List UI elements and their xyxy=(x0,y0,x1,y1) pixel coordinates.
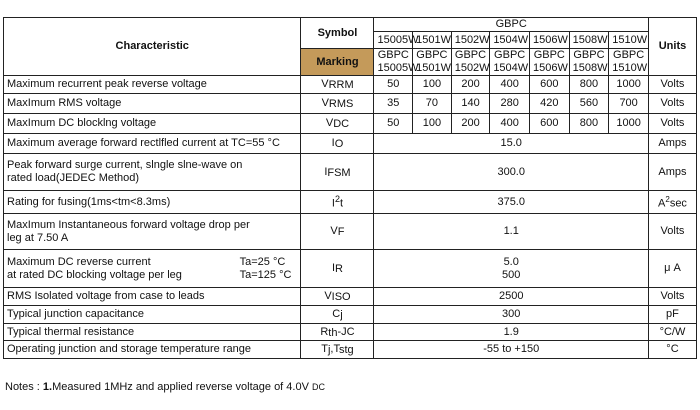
row-label: MaxImum RMS voltage xyxy=(4,94,301,114)
row-i2t xyxy=(4,191,697,214)
marking-1502w: GBPC 1502W xyxy=(451,49,490,76)
value-cell: 5.0 500 xyxy=(374,250,648,288)
value-cell: 2500 xyxy=(374,288,648,306)
unit-cell: Volts xyxy=(648,94,696,114)
value-cell: 420 xyxy=(529,94,569,114)
value-cell: 560 xyxy=(569,94,609,114)
symbol-vrrm: $V_{RRM}$ xyxy=(301,76,374,94)
symbol-ifsm: $I_{FSM}$ xyxy=(301,154,374,191)
unit-cell: Amps xyxy=(648,134,696,154)
row-vdc xyxy=(4,114,697,134)
unit-cell: μ A xyxy=(648,250,696,288)
unit-cell: Volts xyxy=(648,214,696,250)
row-label: RMS Isolated voltage from case to leads xyxy=(4,288,301,306)
unit-cell: $A^2\sec$ xyxy=(648,191,696,214)
symbol-io: $I_O$ xyxy=(301,134,374,154)
unit-cell: pF xyxy=(648,306,696,324)
value-cell: 100 xyxy=(413,114,452,134)
value-cell: 800 xyxy=(569,114,609,134)
value-cell: 70 xyxy=(413,94,452,114)
row-label: Typical thermal resistance xyxy=(4,324,301,341)
row-cj xyxy=(4,306,697,324)
row-rth xyxy=(4,324,697,341)
marking-15005w: GBPC 15005W xyxy=(374,49,413,76)
symbol-vf: $V_F$ xyxy=(301,214,374,250)
model-1502w: 1502W xyxy=(451,32,490,49)
unit-cell: °C/W xyxy=(648,324,696,341)
marking-1506w: GBPC 1506W xyxy=(529,49,569,76)
value-cell: 600 xyxy=(529,114,569,134)
row-label: MaxImum DC blocklng voltage xyxy=(4,114,301,134)
model-1508w: 1508W xyxy=(569,32,609,49)
notes-number: 1. xyxy=(42,381,53,393)
value-cell: 35 xyxy=(374,94,413,114)
model-1504w: 1504W xyxy=(490,32,530,49)
header-marking: Marking xyxy=(301,49,374,76)
row-label: Typical junction capacitance xyxy=(4,306,301,324)
row-ir xyxy=(4,250,697,288)
value-cell: 50 xyxy=(374,76,413,94)
row-vrrm xyxy=(4,76,697,94)
row-label: MaxImum Instantaneous forward voltage drop per leg at 7.50 A xyxy=(4,214,301,250)
header-gbpc: GBPC xyxy=(374,18,648,32)
marking-1510w: GBPC 1510W xyxy=(609,49,649,76)
unit-cell: Amps xyxy=(648,154,696,191)
value-cell: 800 xyxy=(569,76,609,94)
symbol-vrms: $V_{RMS}$ xyxy=(301,94,374,114)
notes-prefix: Notes : xyxy=(5,381,40,393)
spec-table xyxy=(3,17,697,359)
symbol-i2t: $I^2t$ xyxy=(301,191,374,214)
header-characteristic: Characteristic xyxy=(4,18,301,76)
row-vrms xyxy=(4,94,697,114)
value-cell: 15.0 xyxy=(374,134,648,154)
symbol-tj: $T_j,T_{stg}$ xyxy=(301,341,374,359)
value-cell: 1.9 xyxy=(374,324,648,341)
row-label: Maximum recurrent peak reverse voltage xyxy=(4,76,301,94)
unit-cell: Volts xyxy=(648,114,696,134)
marking-1508w: GBPC 1508W xyxy=(569,49,609,76)
unit-cell: Volts xyxy=(648,288,696,306)
symbol-rth: $R_{th}-JC$ xyxy=(301,324,374,341)
row-label: Rating for fusing(1ms<tm<8.3ms) xyxy=(4,191,301,214)
value-cell: 400 xyxy=(490,114,530,134)
ta-conditions: Ta=25 °C Ta=125 °C xyxy=(239,255,292,281)
notes xyxy=(5,381,325,393)
value-cell: 375.0 xyxy=(374,191,648,214)
value-cell: 1.1 xyxy=(374,214,648,250)
model-1506w: 1506W xyxy=(529,32,569,49)
row-ifsm xyxy=(4,154,697,191)
marking-1501w: GBPC 1501W xyxy=(413,49,452,76)
value-cell: 600 xyxy=(529,76,569,94)
row-tj xyxy=(4,341,697,359)
model-1501w: 1501W xyxy=(413,32,452,49)
value-cell: 400 xyxy=(490,76,530,94)
row-label: Maximum average forward rectlfled current at TC=55 °C xyxy=(4,134,301,154)
unit-cell: °C xyxy=(648,341,696,359)
symbol-vdc: $V_{DC}$ xyxy=(301,114,374,134)
notes-dc: DC xyxy=(312,382,325,392)
marking-1504w: GBPC 1504W xyxy=(490,49,530,76)
header-units: Units xyxy=(648,18,696,76)
value-cell: 50 xyxy=(374,114,413,134)
value-cell: 200 xyxy=(451,76,490,94)
header-symbol: Symbol xyxy=(301,18,374,49)
value-cell: 140 xyxy=(451,94,490,114)
notes-text: Measured 1MHz and applied reverse voltage of 4.0V xyxy=(52,381,309,393)
value-cell: 280 xyxy=(490,94,530,114)
model-15005w: 15005W xyxy=(374,32,413,49)
row-label: Operating junction and storage temperature range xyxy=(4,341,301,359)
value-cell: 300 xyxy=(374,306,648,324)
model-1510w: 1510W xyxy=(609,32,649,49)
row-viso xyxy=(4,288,697,306)
unit-cell: Volts xyxy=(648,76,696,94)
row-io xyxy=(4,134,697,154)
value-cell: 200 xyxy=(451,114,490,134)
value-cell: 700 xyxy=(609,94,649,114)
value-cell: 1000 xyxy=(609,76,649,94)
value-cell: 1000 xyxy=(609,114,649,134)
symbol-ir: $I_R$ xyxy=(301,250,374,288)
value-cell: 100 xyxy=(413,76,452,94)
symbol-viso: $V_{ISO}$ xyxy=(301,288,374,306)
value-cell: 300.0 xyxy=(374,154,648,191)
row-label: Ta=25 °C Ta=125 °C Maximum DC reverse current at rated DC blocking voltage per leg xyxy=(4,250,301,288)
value-cell: -55 to +150 xyxy=(374,341,648,359)
row-vf xyxy=(4,214,697,250)
symbol-cj: $C_j$ xyxy=(301,306,374,324)
row-label: Peak forward surge current, slngle slne-wave on rated load(JEDEC Method) xyxy=(4,154,301,191)
